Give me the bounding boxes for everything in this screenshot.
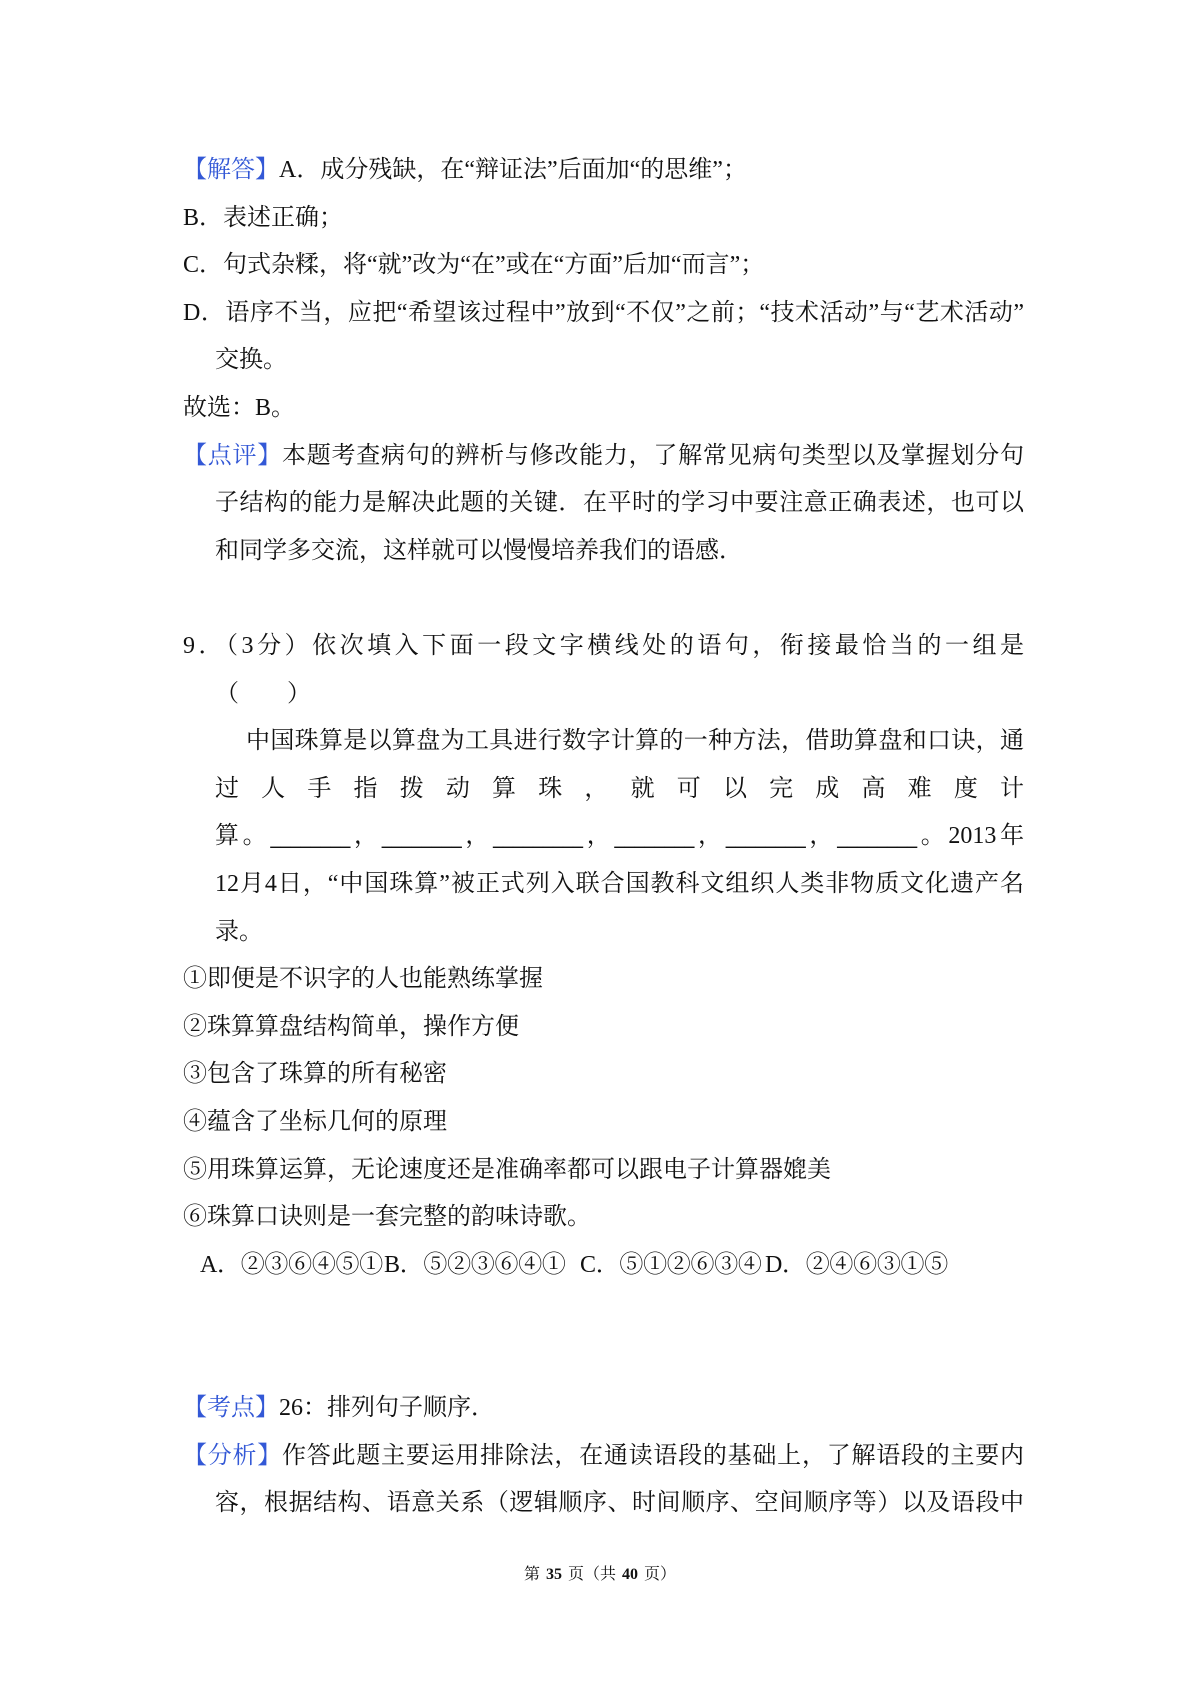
option-b: B．⑤②③⑥④① — [384, 1251, 566, 1278]
passage-line-4: 12月4日，“中国珠算”被正式列入联合国教科文组织人类非物质文化遗产名 — [215, 870, 1024, 897]
answer-line-d: D．语序不当，应把“希望该过程中”放到“不仅”之前；“技术活动”与“艺术活动” — [183, 299, 1024, 326]
fill-blank: _________ — [493, 824, 584, 849]
analysis-text-1: 作答此题主要运用排除法，在通读语段的基础上，了解语段的主要内 — [282, 1442, 1024, 1469]
sentence-5: ⑤用珠算运算，无论速度还是准确率都可以跟电子计算器媲美 — [183, 1156, 831, 1183]
answer-line-b: B．表述正确； — [183, 204, 344, 231]
analysis-line-2: 容，根据结构、语意关系（逻辑顺序、时间顺序、空间顺序等）以及语段中 — [215, 1490, 1024, 1517]
footer-prefix: 第 — [523, 1566, 540, 1583]
answer-line-a — [183, 147, 1024, 195]
knowledge-point-line — [183, 1385, 1024, 1433]
answer-section — [183, 147, 1024, 575]
comment-line-1 — [183, 433, 1024, 481]
option-a: A．②③⑥④⑤① — [200, 1251, 383, 1278]
sentence-2: ②珠算算盘结构简单，操作方便 — [183, 1013, 519, 1040]
footer-suffix: 页） — [644, 1566, 677, 1583]
comment-label: 【点评】 — [183, 442, 283, 469]
fill-blank: ________ — [614, 824, 695, 849]
question-answer-bracket: （ ） — [215, 680, 311, 707]
page-footer — [0, 1563, 1200, 1587]
answer-choice: 故选：B。 — [183, 394, 296, 421]
footer-middle: 页（共 — [567, 1566, 616, 1583]
question-9 — [183, 623, 1024, 1289]
passage-line-5: 录。 — [215, 918, 263, 945]
analysis-label: 【分析】 — [183, 1442, 283, 1469]
option-c: C．⑤①②⑥③④ — [580, 1251, 762, 1278]
comment-line-3: 和同学多交流，这样就可以慢慢培养我们的语感． — [215, 537, 743, 564]
sentence-3: ③包含了珠算的所有秘密 — [183, 1061, 447, 1088]
passage-line-2: 过人手指拨动算珠，就可以完成高难度计 — [215, 775, 1024, 802]
answer-options — [183, 1242, 1024, 1290]
fill-blank: ________ — [270, 824, 351, 849]
analysis-line-1 — [183, 1433, 1024, 1481]
answer-line-c: C．句式杂糅，将“就”改为“在”或在“方面”后加“而言”； — [183, 252, 765, 279]
answer-text-a: A．成分残缺，在“辩证法”后面加“的思维”； — [279, 157, 747, 183]
sentence-6: ⑥珠算口诀则是一套完整的韵味诗歌。 — [183, 1204, 591, 1231]
option-d: D．②④⑥③①⑤ — [765, 1251, 948, 1278]
passage-line-3: 算。________，________，_________，________，________，________。2013年 — [215, 823, 1025, 850]
sentence-1: ①即便是不识字的人也能熟练掌握 — [183, 966, 543, 993]
sentence-4: ④蕴含了坐标几何的原理 — [183, 1108, 447, 1135]
knowledge-point-label: 【考点】 — [183, 1395, 279, 1421]
footer-total-pages: 40 — [622, 1566, 638, 1583]
answer-line-d-continued: 交换。 — [215, 347, 287, 374]
answer-label: 【解答】 — [183, 157, 279, 183]
analysis-section — [183, 1385, 1024, 1528]
comment-line-2: 子结构的能力是解决此题的关键．在平时的学习中要注意正确表述，也可以 — [215, 490, 1024, 517]
fill-blank: ________ — [837, 824, 918, 849]
knowledge-point-text: 26：排列句子顺序． — [279, 1395, 495, 1421]
footer-page-number: 35 — [545, 1566, 562, 1583]
passage-line-1: 中国珠算是以算盘为工具进行数字计算的一种方法，借助算盘和口诀，通 — [246, 728, 1024, 755]
question-stem: 9．（3分）依次填入下面一段文字横线处的语句，衔接最恰当的一组是 — [183, 633, 1024, 659]
comment-text-1: 本题考查病句的辨析与修改能力，了解常见病句类型以及掌握划分句 — [282, 442, 1024, 469]
fill-blank: ________ — [381, 824, 462, 849]
fill-blank: ________ — [725, 824, 806, 849]
